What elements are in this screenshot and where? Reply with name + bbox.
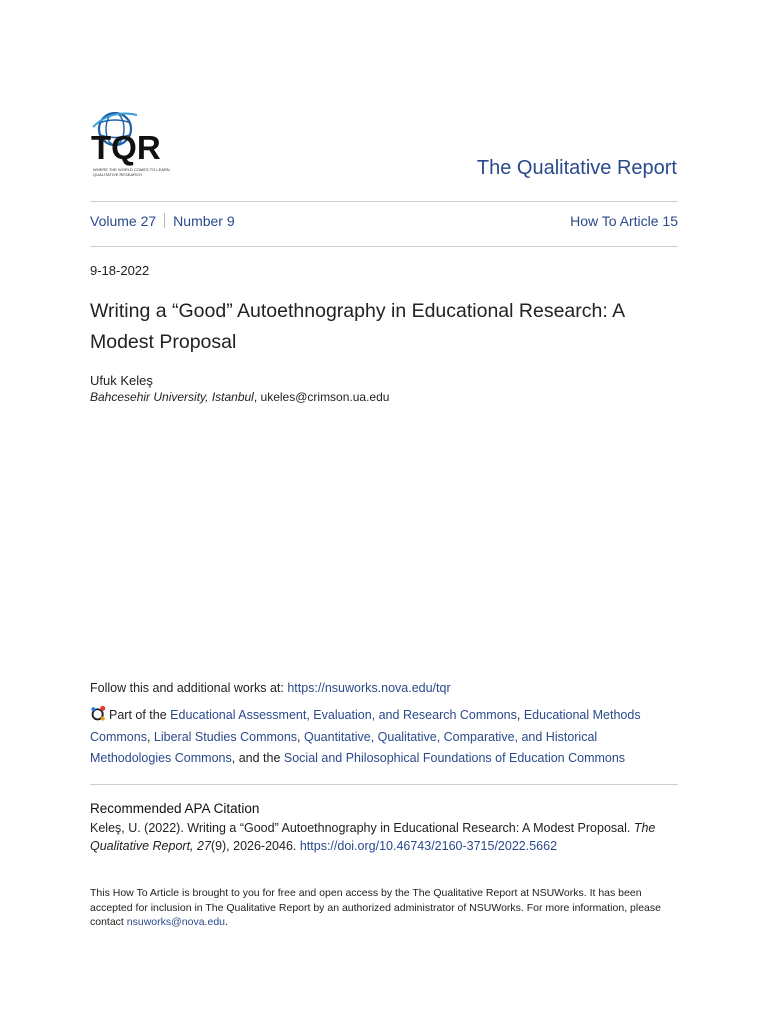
part-of-commons bbox=[90, 705, 680, 770]
citation-body: Keleş, U. (2022). Writing a “Good” Autoethnography in Educational Research: A Modest Proposal. bbox=[90, 821, 634, 835]
commons-network-icon bbox=[90, 705, 107, 722]
follow-text: Follow this and additional works at: bbox=[90, 681, 288, 695]
journal-title-link[interactable]: The Qualitative Report bbox=[476, 157, 677, 179]
issue-row bbox=[90, 213, 678, 229]
divider bbox=[90, 201, 678, 202]
citation-journal: The Qualitative Report, 27 bbox=[90, 821, 656, 853]
access-footer bbox=[90, 886, 680, 930]
separator: , bbox=[146, 729, 154, 744]
author-affiliation: Bahcesehir University, Istanbul, ukeles@crimson.ua.edu bbox=[90, 390, 390, 404]
commons-link-liberal-studies[interactable]: Liberal Studies Commons bbox=[153, 729, 298, 744]
separator bbox=[164, 213, 165, 228]
part-of-prefix: Part of the bbox=[109, 708, 171, 722]
affiliation-text: Bahcesehir University, Istanbul bbox=[90, 390, 254, 404]
doi-link[interactable]: https://doi.org/10.46743/2160-3715/2022.5662 bbox=[299, 838, 558, 853]
divider bbox=[90, 246, 678, 247]
tqr-logo bbox=[89, 107, 181, 179]
logo-text: TQR bbox=[91, 129, 161, 166]
author-name: Ufuk Keleş bbox=[90, 373, 153, 388]
article-type-link[interactable]: How To Article 15 bbox=[570, 213, 678, 229]
commons-link-social-philosophical[interactable]: Social and Philosophical Foundations of Education Commons bbox=[283, 751, 626, 765]
footer-text: This How To Article is brought to you for free and open access by the The Qualitative Report at NSUWorks. It has been accepted for inclusion in The Qualitative Report by an authorized administrator of NSUWorks. For more information, please contact bbox=[90, 887, 661, 928]
repository-link[interactable]: https://nsuworks.nova.edu/tqr bbox=[287, 681, 451, 695]
publication-date: 9-18-2022 bbox=[90, 263, 150, 278]
separator: , and the bbox=[231, 751, 284, 765]
logo-tagline: WHERE THE WORLD COMES TO LEARN QUALITATIVE RESEARCH bbox=[93, 167, 170, 177]
commons-link-educational-assessment[interactable]: Educational Assessment, Evaluation, and Research Commons bbox=[170, 708, 517, 722]
citation-text bbox=[90, 820, 680, 855]
volume-link[interactable]: Volume 27 bbox=[90, 213, 157, 229]
follow-line bbox=[90, 681, 451, 695]
contact-email-link[interactable]: nsuworks@nova.edu bbox=[126, 916, 225, 928]
divider bbox=[90, 784, 678, 785]
commons-link-methodologies[interactable]: Quantitative, Qualitative, Comparative, and Historical Methodologies Commons bbox=[90, 729, 598, 765]
article-title: Writing a “Good” Autoethnography in Educational Research: A Modest Proposal bbox=[90, 300, 625, 353]
footer-end: . bbox=[225, 916, 228, 928]
number-link[interactable]: Number 9 bbox=[173, 213, 235, 229]
author-email: ukeles@crimson.ua.edu bbox=[260, 390, 390, 404]
separator: , bbox=[516, 708, 524, 722]
citation-issue-pages: (9), 2026-2046. bbox=[210, 838, 300, 853]
separator: , bbox=[297, 729, 304, 744]
citation-heading: Recommended APA Citation bbox=[90, 801, 260, 816]
commons-link-educational-methods[interactable]: Educational Methods Commons bbox=[90, 708, 641, 744]
